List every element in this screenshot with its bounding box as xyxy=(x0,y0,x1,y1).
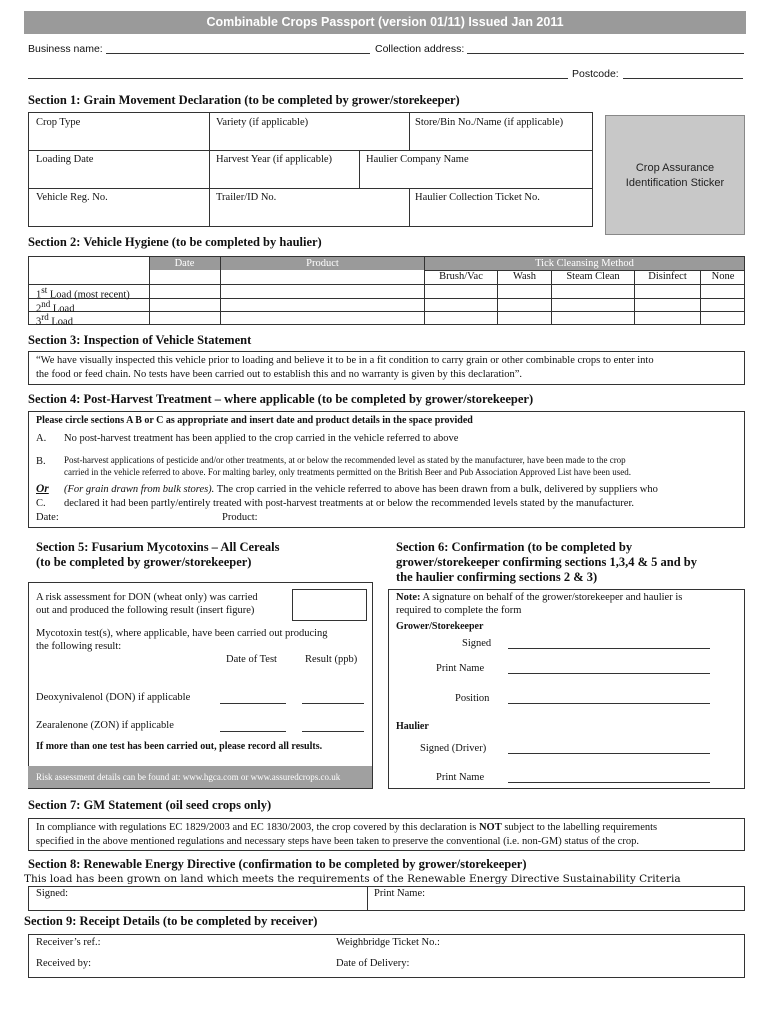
result-ppb-header: Result (ppb) xyxy=(305,654,358,665)
section-4-heading: Section 4: Post-Harvest Treatment – where applicable (to be completed by grower/storekeeper) xyxy=(28,392,534,406)
section-5-heading: Section 5: Fusarium Mycotoxins – All Cereals xyxy=(36,540,280,554)
harvest-year-label: Harvest Year (if applicable) xyxy=(216,154,333,165)
red-signed-label[interactable]: Signed: xyxy=(36,888,69,899)
don-label: Deoxynivalenol (DON) if applicable xyxy=(36,692,191,703)
vehicle-reg-label: Vehicle Reg. No. xyxy=(36,192,108,203)
option-b-line-1: Post-harvest applications of pesticide and/or other treatments, at or below the recommended level as stated by the manufacturer, have been made to the crop xyxy=(64,455,626,465)
zon-date-field[interactable] xyxy=(220,731,286,732)
load-3-label: 3rd Load xyxy=(36,312,73,328)
collection-address-field[interactable] xyxy=(467,53,744,54)
or-label: Or xyxy=(36,483,49,495)
loading-date-label: Loading Date xyxy=(36,154,94,165)
trailer-id-label: Trailer/ID No. xyxy=(216,192,277,203)
zon-result-field[interactable] xyxy=(302,731,364,732)
inspection-line-1: “We have visually inspected this vehicle prior to loading and believe it to be in a fit condition to carry grain or other combinable crops to enter into xyxy=(36,355,654,366)
risk-line-2: out and produced the following result (insert figure) xyxy=(36,605,255,616)
don-result-field[interactable] xyxy=(302,703,364,704)
address-line-2-field[interactable] xyxy=(28,78,568,79)
section-5-subheading: (to be completed by grower/storekeeper) xyxy=(36,555,252,569)
option-c-line-1: (For grain drawn from bulk stores). The crop carried in the vehicle referred to above has been drawn from a bulk, delivered by suppliers who xyxy=(64,484,658,495)
note-line-2: required to complete the form xyxy=(396,605,522,616)
grower-print-name-label: Print Name xyxy=(436,663,485,674)
post-harvest-date-label: Date: xyxy=(36,512,59,523)
business-name-field[interactable] xyxy=(106,53,370,54)
business-name-label: Business name: xyxy=(28,43,103,55)
haulier-print-name-field[interactable] xyxy=(508,782,710,783)
option-c-label[interactable]: C. xyxy=(36,498,46,509)
position-field[interactable] xyxy=(508,703,710,704)
col-tick-header: Tick Cleansing Method xyxy=(425,257,744,270)
section-7-heading: Section 7: GM Statement (oil seed crops only) xyxy=(28,798,272,812)
inspection-line-2: the food or feed chain. No tests have been carried out to establish this and no warranty is given by this declaration”. xyxy=(36,369,523,380)
option-b-label[interactable]: B. xyxy=(36,456,46,467)
store-bin-label: Store/Bin No./Name (if applicable) xyxy=(415,117,564,128)
method-none: None xyxy=(711,271,735,282)
grower-signed-label: Signed xyxy=(462,638,492,649)
sticker-line-1: Crop Assurance xyxy=(635,161,715,174)
postcode-label: Postcode: xyxy=(572,68,619,80)
postcode-field[interactable] xyxy=(623,78,743,79)
section-1-table xyxy=(28,112,593,227)
weighbridge-ticket-label[interactable]: Weighbridge Ticket No.: xyxy=(336,937,440,948)
section-9-heading: Section 9: Receipt Details (to be completed by receiver) xyxy=(24,914,318,928)
receivers-ref-label[interactable]: Receiver’s ref.: xyxy=(36,937,101,948)
option-a-label[interactable]: A. xyxy=(36,433,47,444)
haulier-print-name-label: Print Name xyxy=(436,772,485,783)
section-2-heading: Section 2: Vehicle Hygiene (to be completed by haulier) xyxy=(28,235,322,249)
mycotoxin-test-line-2: the following result: xyxy=(36,641,122,652)
section-6-heading-3: the haulier confirming sections 2 & 3) xyxy=(396,570,598,584)
gm-line-2: specified in the above mentioned regulations and necessary steps have been taken to preserve the conventional (i.e. non-GM) status of the crop. xyxy=(36,836,639,847)
don-risk-result-input[interactable] xyxy=(292,589,367,621)
section-1-heading: Section 1: Grain Movement Declaration (to be completed by grower/storekeeper) xyxy=(28,93,460,107)
post-harvest-product-label: Product: xyxy=(222,512,258,523)
crop-type-label: Crop Type xyxy=(36,117,81,128)
haulier-label: Haulier xyxy=(396,721,429,732)
mycotoxin-test-line-1: Mycotoxin test(s), where applicable, have been carried out producing xyxy=(36,628,328,639)
grower-signature-field[interactable] xyxy=(508,648,710,649)
note-line-1: Note: A signature on behalf of the grower/storekeeper and haulier is xyxy=(396,592,683,603)
received-by-label[interactable]: Received by: xyxy=(36,958,92,969)
method-wash: Wash xyxy=(512,271,537,282)
section-3-heading: Section 3: Inspection of Vehicle Statement xyxy=(28,333,252,347)
section-8-heading: Section 8: Renewable Energy Directive (confirmation to be completed by grower/storekeeper) xyxy=(28,857,527,871)
red-statement: This load has been grown on land which meets the requirements of the Renewable Energy Directive Sustainability Criteria xyxy=(24,873,681,885)
form-title: Combinable Crops Passport (version 01/11) Issued Jan 2011 xyxy=(24,11,746,34)
section-6-heading-1: Section 6: Confirmation (to be completed by xyxy=(396,540,633,554)
load-2-label: 2nd Load xyxy=(36,299,75,315)
method-brush-vac: Brush/Vac xyxy=(439,271,483,282)
grower-print-name-field[interactable] xyxy=(508,673,710,674)
method-steam-clean: Steam Clean xyxy=(566,271,620,282)
method-disinfect: Disinfect xyxy=(648,271,687,282)
section-6-heading-2: grower/storekeeper confirming sections 1,3,4 & 5 and by xyxy=(396,555,698,569)
position-label: Position xyxy=(455,693,490,704)
driver-signature-field[interactable] xyxy=(508,753,710,754)
post-harvest-instruction: Please circle sections A B or C as appropriate and insert date and product details in the space provided xyxy=(36,415,473,426)
load-1-label: 1st Load (most recent) xyxy=(36,285,130,301)
gm-line-1: In compliance with regulations EC 1829/2003 and EC 1830/2003, the crop covered by this declaration is NOT subject to the labelling requirements xyxy=(36,822,658,833)
crop-assurance-sticker-area xyxy=(605,115,745,235)
date-of-delivery-label[interactable]: Date of Delivery: xyxy=(336,958,410,969)
haulier-ticket-label: Haulier Collection Ticket No. xyxy=(415,192,540,203)
date-of-test-header: Date of Test xyxy=(226,654,277,665)
option-c-line-2: declared it had been partly/entirely treated with post-harvest treatments at or below the recommended levels stated by the manufacturer. xyxy=(64,498,634,509)
option-b-line-2: carried in the vehicle referred to above. For malting barley, only treatments permitted on the British Beer and Pub Association Approved List have been used. xyxy=(64,467,632,477)
haulier-company-label: Haulier Company Name xyxy=(366,154,469,165)
confirmation-box xyxy=(388,589,745,789)
grower-storekeeper-label: Grower/Storekeeper xyxy=(396,621,484,632)
red-print-name-label[interactable]: Print Name: xyxy=(374,888,426,899)
col-product-header: Product xyxy=(221,257,424,270)
driver-signed-label: Signed (Driver) xyxy=(420,743,487,754)
collection-address-label: Collection address: xyxy=(375,43,465,55)
col-date-header: Date xyxy=(149,257,220,270)
risk-assessment-details: Risk assessment details can be found at: www.hgca.com or www.assuredcrops.co.uk xyxy=(28,766,372,788)
variety-label: Variety (if applicable) xyxy=(216,117,309,128)
more-than-one-note: If more than one test has been carried out, please record all results. xyxy=(36,741,323,752)
zon-label: Zearalenone (ZON) if applicable xyxy=(36,720,174,731)
don-date-field[interactable] xyxy=(220,703,286,704)
option-a-text: No post-harvest treatment has been applied to the crop carried in the vehicle referred to above xyxy=(64,433,459,444)
risk-line-1: A risk assessment for DON (wheat only) was carried xyxy=(36,592,258,603)
sticker-line-2: Identification Sticker xyxy=(625,176,725,189)
